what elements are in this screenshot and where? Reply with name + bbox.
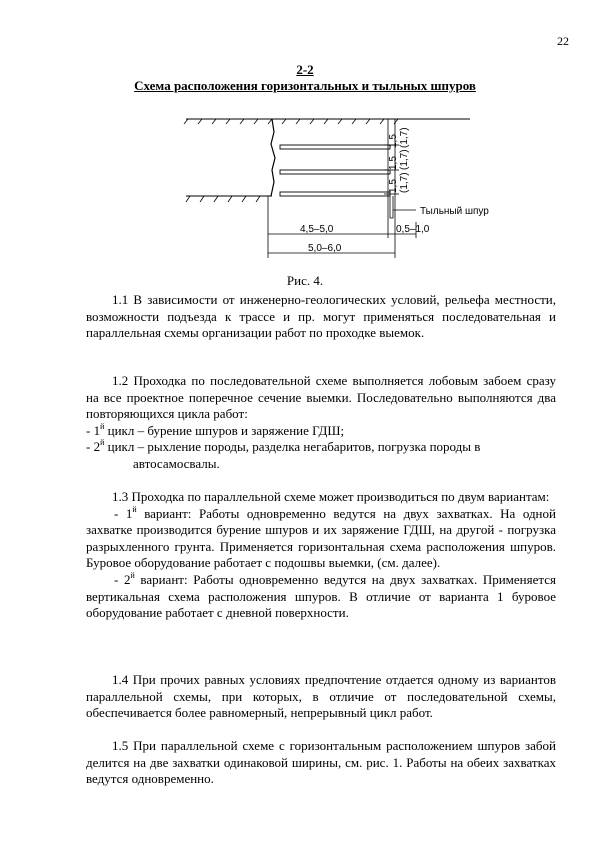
paragraph-1-3-text: 1.3 Проходка по параллельной схеме может производиться по двум вариантам: xyxy=(112,489,550,504)
variant-1: - $1^й$ вариант: Работы одновременно ведутся на двух захватках. На одной захватке производится бурение шпуров и их заряжение ГДШ, на другой - погрузка разрыхленного грунта. Применяется горизонтальная схема расположения шпуров. Буровое оборудование работает с подошвы выемки, (см. далее). xyxy=(86,504,556,571)
figure-diagram xyxy=(180,112,510,272)
page-number: 22 xyxy=(557,34,569,48)
paragraph-1-4-text: 1.4 При прочих равных условиях предпочтение отдается одному из вариантов параллельной схемы, при которых, в отличие от последовательной схемы, обеспечивается более равномерный, непрерывный цикл работ. xyxy=(86,672,556,721)
paragraph-1-2 xyxy=(86,373,556,473)
dim-vertical-3: 1,5 xyxy=(388,179,399,193)
paragraph-1-1-text: 1.1 В зависимости от инженерно-геологических условий, рельефа местности, возможности подъезда к трассе и пр. могут применяться последовательная и параллельная схемы организации работ по проходке выемок. xyxy=(86,292,556,341)
paragraph-1-3 xyxy=(86,489,556,622)
figure-title: Схема расположения горизонтальных и тыльных шпуров xyxy=(134,78,476,93)
paragraph-1-5-text: 1.5 При параллельной схеме с горизонтальным расположением шпуров забой делится на две захватки одинаковой ширины, см. рис. 1. Работы на обеих захватках ведутся одновременно. xyxy=(86,738,556,787)
label-tyl-shpur: Тыльный шпур xyxy=(420,206,489,217)
figure-caption: Рис. 4. xyxy=(286,273,324,288)
list-item-cycle-1: - $1^й$ цикл – бурение шпуров и заряжение ГДШ; xyxy=(86,421,345,438)
dim-vertical-1: 1,5 xyxy=(388,134,399,148)
variant-2: - $2^й$ вариант: Работы одновременно ведутся на двух захватках. Применяется вертикальная схема расположения шпуров. В отличие от варианта 1 буровое оборудование работает с дневной поверхности. xyxy=(86,570,556,621)
dim-paren-2: (1,7) xyxy=(399,149,410,170)
list-item-cycle-2: - $2^й$ цикл – рыхление породы, разделка негабаритов, погрузка породы в xyxy=(86,438,481,455)
paragraph-1-2-text: 1.2 Проходка по последовательной схеме выполняется лобовым забоем сразу на все проектное поперечное сечение выемки. Последовательно выполняются два повторяющихся цикла работ: xyxy=(86,373,556,422)
dim-b-label: 0,5–1,0 xyxy=(396,224,430,235)
dim-paren-1: (1,7) xyxy=(399,127,410,148)
dim-vertical-2: 1,5 xyxy=(388,156,399,170)
paragraph-1-1 xyxy=(86,292,556,342)
paragraph-1-4 xyxy=(86,672,556,722)
paragraph-1-5 xyxy=(86,738,556,788)
list-item-cycle-2-cont: автосамосвалы. xyxy=(133,455,220,471)
dim-a-label: 4,5–5,0 xyxy=(300,224,334,235)
dim-paren-3: (1,7) xyxy=(399,172,410,193)
dim-c-label: 5,0–6,0 xyxy=(308,243,342,254)
section-number: 2-2 xyxy=(296,62,314,77)
